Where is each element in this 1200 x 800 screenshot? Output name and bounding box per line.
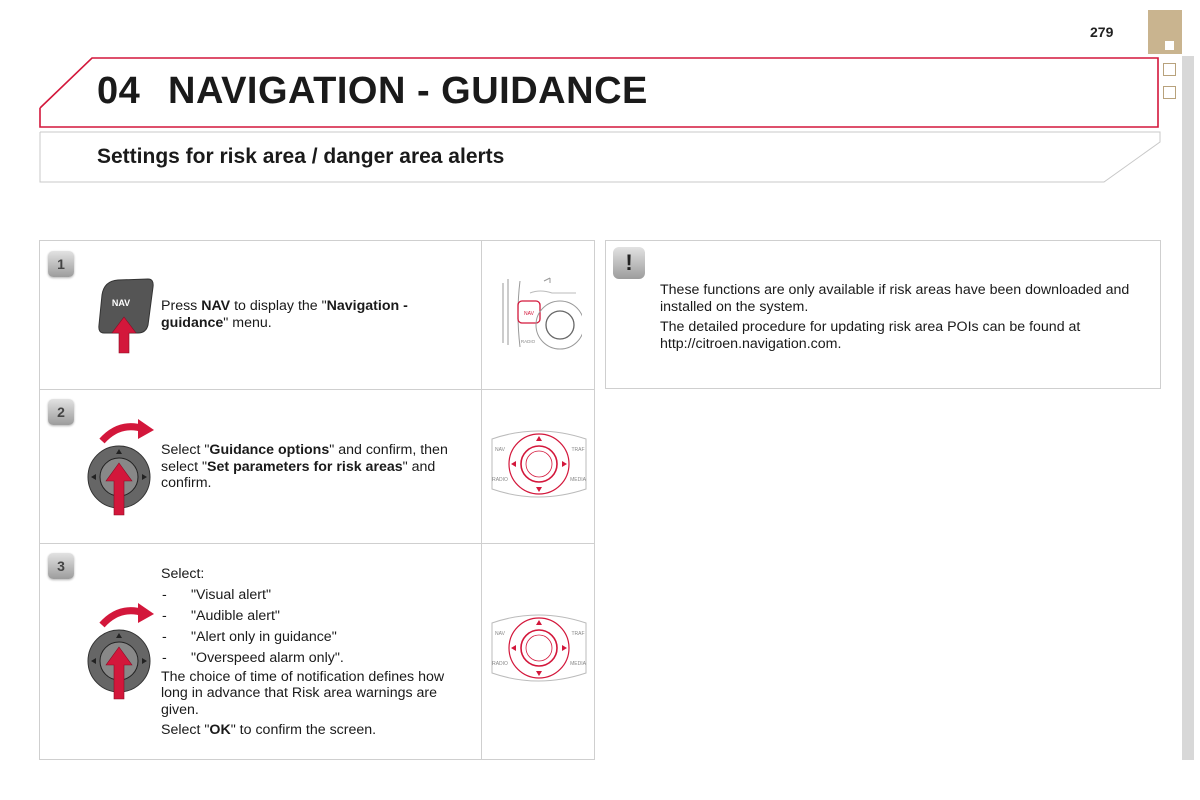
section-title: Settings for risk area / danger area alerts xyxy=(97,145,505,168)
step-text-part: Press xyxy=(161,298,202,314)
option-list xyxy=(161,585,457,669)
chapter-number: 04 xyxy=(97,70,141,112)
step-text-bold: OK xyxy=(209,722,231,738)
step-text-part: Select " xyxy=(161,722,210,738)
step-text-part: " menu. xyxy=(223,314,272,331)
rotary-knob-icon xyxy=(86,603,158,703)
control-dial-icon xyxy=(488,429,590,499)
step-text-bold: NAV xyxy=(201,298,231,314)
image-label: NAV xyxy=(495,447,505,453)
image-label: NAV xyxy=(524,311,534,317)
step-text-part: " and confirm, then select " xyxy=(161,442,448,475)
image-label: RADIO xyxy=(492,477,508,483)
note-line: These functions are only available if risk areas have been downloaded and installed on the system. xyxy=(660,282,1130,315)
chapter-title: NAVIGATION - GUIDANCE xyxy=(168,70,648,112)
list-item: - "Audible alert" xyxy=(161,606,457,627)
control-dial-icon xyxy=(488,613,590,683)
step-text-part: " and confirm. xyxy=(161,458,436,491)
step-row-2 xyxy=(40,389,594,544)
warning-icon: ! xyxy=(613,247,645,279)
step-text-bold: Guidance options xyxy=(209,442,330,458)
step-text-part: Select " xyxy=(161,442,210,458)
step-confirm xyxy=(161,722,457,739)
image-label: NAV xyxy=(495,631,505,637)
step-badge: 1 xyxy=(48,251,74,277)
steps-table xyxy=(39,240,595,760)
image-label: TRAF xyxy=(571,631,585,637)
step-row-1 xyxy=(40,241,594,390)
list-item: - "Alert only in guidance" xyxy=(161,627,457,648)
image-label: TRAF xyxy=(571,447,585,453)
image-label: RADIO xyxy=(492,661,508,667)
side-scroll-bar xyxy=(1182,56,1194,760)
page-number: 279 xyxy=(1090,24,1114,40)
step-text xyxy=(161,298,461,331)
list-item: - "Visual alert" xyxy=(161,585,457,606)
list-item: - "Overspeed alarm only". xyxy=(161,648,457,669)
step-explain: The choice of time of notification defines how long in advance that Risk area warnings are given. xyxy=(161,668,445,718)
nav-icon-label: NAV xyxy=(111,298,131,308)
step-text xyxy=(161,566,457,739)
note-line: The detailed procedure for updating risk area POIs can be found at http://citroen.navigation.com. xyxy=(660,319,1081,352)
image-label: RADIO xyxy=(520,339,536,344)
step-intro: Select: xyxy=(161,566,205,582)
note-box xyxy=(605,240,1161,389)
chapter-tab-marker xyxy=(1165,41,1174,50)
step-image-cell xyxy=(481,389,595,543)
step-text-bold: Navigation - guidance xyxy=(161,298,408,331)
step-image-cell xyxy=(481,543,595,759)
note-text xyxy=(660,282,1150,356)
step-text-part: to display the " xyxy=(230,298,327,314)
step-row-3 xyxy=(40,543,594,759)
rotary-knob-icon xyxy=(86,419,158,519)
radio-panel-nav-icon xyxy=(500,273,582,351)
step-text-part: " to confirm the screen. xyxy=(230,722,377,738)
image-label: MEDIA xyxy=(570,477,586,483)
nav-button-icon xyxy=(96,275,156,355)
step-image-cell xyxy=(481,241,595,389)
step-text xyxy=(161,442,461,492)
step-text-bold: Set parameters for risk areas xyxy=(207,458,403,475)
step-badge: 2 xyxy=(48,399,74,425)
step-badge: 3 xyxy=(48,553,74,579)
image-label: MEDIA xyxy=(570,661,586,667)
